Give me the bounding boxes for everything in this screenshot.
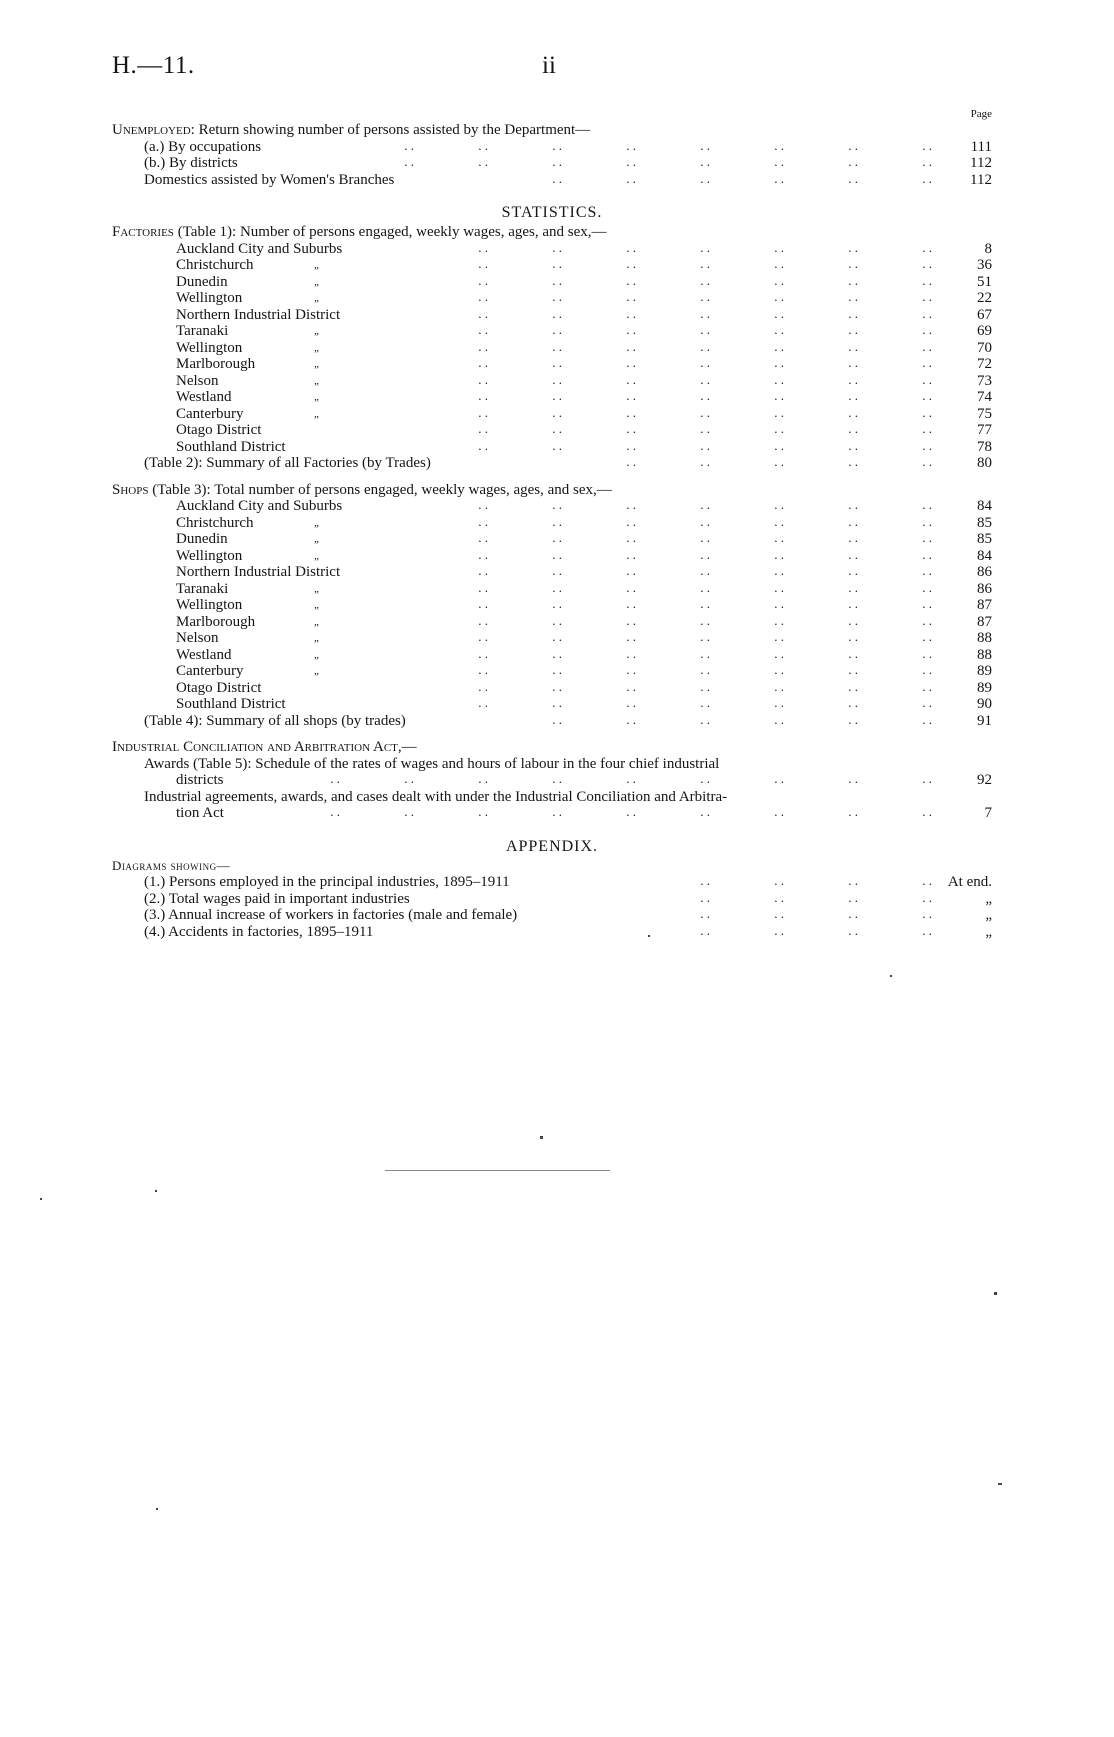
toc-entry: Auckland City and Suburbs . . . . . . . . . . . . . . 8	[176, 239, 992, 257]
industrial-heading	[112, 739, 992, 756]
entry-label: Dunedin	[176, 273, 228, 290]
entry-label: Marlborough	[176, 356, 256, 372]
toc-entry: Canterbury „ . . . . . . . . . . . . . . 89	[176, 662, 992, 679]
toc-entry: Otago District . . . . . . . . . . . . . . 89	[176, 678, 992, 696]
toc-entry: Nelson „ . . . . . . . . . . . . . . 73	[176, 371, 992, 389]
ditto-mark: „	[314, 358, 321, 370]
toc-entry: Otago District . . . . . . . . . . . . . . 77	[176, 421, 992, 438]
entry-label: Auckland City and Suburbs	[176, 498, 343, 514]
toc-entry: Northern Industrial District . . . . . . . . . . . . . . 86	[176, 563, 992, 580]
entry-label: tion Act	[176, 805, 224, 821]
entry-page: 86	[977, 564, 992, 580]
ditto-mark: „	[314, 648, 321, 661]
toc-entry-factories-summary: (Table 2): Summary of all Factories (by Trades) . . . . . . . . . . 80	[144, 454, 992, 471]
toc-entry: (a.) By occupations . . . . . . . . . . . . . . . . 111	[144, 137, 992, 155]
toc-entry: Canterbury „ . . . . . . . . . . . . . . 75	[176, 404, 992, 422]
entry-label: (1.) Persons employed in the principal industries, 1895–1911	[144, 874, 510, 890]
entry-label: Dunedin	[176, 531, 228, 547]
factories-heading	[112, 224, 992, 241]
entry-label: Auckland City and Suburbs	[176, 240, 343, 257]
toc-entry: Wellington „ . . . . . . . . . . . . . . 87	[176, 596, 992, 613]
toc-entry: Northern Industrial District . . . . . . . . . . . . . . 67	[176, 305, 992, 323]
entry-page: 8	[984, 240, 992, 257]
entry-page: 87	[977, 597, 992, 613]
ditto-mark: „	[314, 259, 321, 271]
ditto-mark: „	[314, 292, 321, 304]
appendix-heading: APPENDIX.	[505, 837, 599, 855]
toc-entry: Christchurch „ . . . . . . . . . . . . . . 85	[176, 513, 992, 531]
entry-page: 84	[977, 498, 992, 514]
scan-speck	[998, 1483, 1002, 1485]
toc-entry: Wellington „ . . . . . . . . . . . . . . 70	[176, 338, 992, 356]
entry-label: Wellington	[176, 597, 243, 613]
entry-page: 87	[977, 613, 992, 630]
entry-page: 72	[977, 356, 992, 372]
toc-entry: Westland „ . . . . . . . . . . . . . . 88	[176, 645, 992, 663]
shops-text: (Table 3): Total number of persons engaged, weekly wages, ages, and sex,—	[152, 481, 612, 498]
entry-label: Christchurch	[176, 514, 254, 531]
statistics-heading: STATISTICS.	[501, 204, 603, 221]
ditto-mark: „	[314, 407, 321, 420]
entry-label: Industrial agreements, awards, and cases dealt with under the Industrial Conciliation and Arbitra-	[144, 788, 728, 805]
entry-page: 90	[977, 696, 992, 712]
toc-entry: (1.) Persons employed in the principal industries, 1895–1911 . . . . . . . . At end.	[144, 873, 992, 890]
toc-entry: Southland District . . . . . . . . . . . . . . 90	[176, 695, 992, 712]
entry-page: At end.	[947, 874, 992, 890]
entry-label: Taranaki	[176, 323, 229, 339]
page-header	[112, 52, 992, 86]
scan-speck	[648, 935, 650, 937]
unemployed-lead: Unemployed	[112, 122, 191, 138]
entry-page: 51	[977, 273, 992, 290]
ditto-mark: „	[314, 516, 321, 529]
scan-speck	[40, 1198, 42, 1200]
toc-entry-shops-summary: (Table 4): Summary of all shops (by trades) . . . . . . . . . . . . 91	[144, 711, 992, 729]
entry-page: 74	[977, 389, 992, 405]
entry-label: (a.) By occupations	[144, 138, 262, 155]
toc-entry: Marlborough „ . . . . . . . . . . . . . . 87	[176, 612, 992, 630]
scan-speck	[890, 975, 892, 977]
entry-page: 84	[977, 547, 992, 564]
ditto-mark: „	[314, 582, 321, 595]
entry-page: „	[985, 923, 992, 940]
toc-entry-awards-line1	[112, 756, 992, 773]
ditto-mark: „	[314, 549, 321, 562]
entry-label: Westland	[176, 389, 232, 405]
entry-label: Domestics assisted by Women's Branches	[144, 171, 395, 188]
entry-page: 91	[977, 712, 992, 729]
unemployed-list	[112, 139, 992, 172]
ditto-mark: „	[314, 391, 321, 403]
entry-page: 112	[970, 155, 992, 171]
entry-page: 22	[977, 290, 992, 306]
toc-entry: Dunedin „ . . . . . . . . . . . . . . 85	[176, 530, 992, 547]
entry-page: 89	[977, 663, 992, 679]
factories-lead: Factories	[112, 224, 174, 240]
entry-label: Northern Industrial District	[176, 306, 341, 323]
toc-entry: Southland District . . . . . . . . . . . . . . 78	[176, 437, 992, 455]
ditto-mark: „	[314, 533, 321, 545]
entry-page: 73	[977, 372, 992, 389]
document-reference: H.—11.	[112, 52, 195, 79]
entry-label: Southland District	[176, 696, 286, 712]
ditto-mark: „	[314, 615, 321, 628]
ditto-mark: „	[314, 275, 321, 288]
entry-page: 89	[977, 679, 992, 696]
scan-speck	[540, 1136, 543, 1139]
entry-label: Otago District	[176, 422, 262, 438]
diagrams-list	[112, 874, 992, 940]
toc-entry-awards-line2: districts . . . . . . . . . . . . . . . . . . 92	[176, 771, 992, 788]
entry-label: Westland	[176, 646, 232, 663]
shops-heading	[112, 482, 992, 499]
toc-entry: Nelson „ . . . . . . . . . . . . . . 88	[176, 629, 992, 646]
entry-page: 86	[977, 580, 992, 597]
entry-page: 77	[977, 422, 992, 438]
toc-entry: Westland „ . . . . . . . . . . . . . . 74	[176, 388, 992, 405]
entry-page: 88	[977, 630, 992, 646]
entry-label: Wellington	[176, 547, 243, 564]
entry-page: 85	[977, 531, 992, 547]
entry-label: Canterbury	[176, 405, 244, 422]
unemployed-text: : Return showing number of persons assisted by the Department—	[190, 122, 591, 138]
factories-list	[112, 241, 992, 456]
scan-speck	[155, 1190, 157, 1192]
shops-list	[112, 498, 992, 713]
toc-entry: Christchurch „ . . . . . . . . . . . . . . 36	[176, 256, 992, 273]
entry-label: Marlborough	[176, 613, 256, 630]
entry-label: Christchurch	[176, 257, 254, 273]
entry-label: Canterbury	[176, 663, 244, 679]
page-number: ii	[542, 52, 556, 79]
ditto-mark: „	[314, 599, 321, 611]
entry-label: (4.) Accidents in factories, 1895–1911	[144, 923, 374, 940]
entry-label: Nelson	[176, 630, 219, 646]
toc-entry-agreements-line2: tion Act . . . . . . . . . . . . . . . . . . 7	[176, 804, 992, 821]
ditto-mark: „	[314, 632, 321, 644]
entry-page: 111	[970, 138, 992, 155]
toc-entry: Taranaki „ . . . . . . . . . . . . . . 69	[176, 322, 992, 339]
table-of-contents	[112, 106, 992, 940]
entry-label: Nelson	[176, 372, 219, 389]
industrial-lead: Industrial Conciliation and Arbitration Act,—	[112, 739, 417, 755]
scan-speck	[156, 1508, 158, 1510]
toc-entry: Dunedin „ . . . . . . . . . . . . . . 51	[176, 272, 992, 290]
entry-label: Awards (Table 5): Schedule of the rates of wages and hours of labour in the four chief industrial	[144, 755, 720, 772]
entry-label: Southland District	[176, 438, 286, 455]
entry-page: 36	[977, 257, 992, 273]
entry-label: Northern Industrial District	[176, 564, 341, 580]
entry-page: 80	[977, 455, 992, 471]
diagrams-heading	[112, 858, 992, 875]
toc-entry: (3.) Annual increase of workers in factories (male and female) . . . . . . . . „	[144, 906, 992, 923]
scan-rule	[385, 1170, 610, 1171]
entry-label: Wellington	[176, 339, 243, 356]
entry-label: (2.) Total wages paid in important industries	[144, 890, 410, 907]
ditto-mark: „	[314, 374, 321, 387]
entry-label: Wellington	[176, 290, 243, 306]
entry-page: 88	[977, 646, 992, 663]
ditto-mark: „	[314, 341, 321, 354]
entry-page: 70	[977, 339, 992, 356]
toc-entry: Wellington „ . . . . . . . . . . . . . . 84	[176, 546, 992, 564]
toc-entry: Taranaki „ . . . . . . . . . . . . . . 86	[176, 579, 992, 597]
entry-page: 7	[984, 805, 992, 821]
entry-page: 112	[970, 171, 992, 188]
toc-entry-domestics: Domestics assisted by Women's Branches . . . . . . . . . . . . 112	[144, 170, 992, 188]
entry-page: 92	[977, 772, 992, 788]
toc-entry: Wellington „ . . . . . . . . . . . . . . 22	[176, 289, 992, 306]
ditto-mark: „	[314, 665, 321, 677]
entry-label: (b.) By districts	[144, 155, 238, 171]
entry-label: Otago District	[176, 679, 262, 696]
unemployed-heading	[112, 122, 992, 139]
ditto-mark: „	[314, 325, 321, 337]
toc-entry: (b.) By districts . . . . . . . . . . . . . . . . 112	[144, 154, 992, 171]
entry-page: 85	[977, 514, 992, 531]
entry-label: (3.) Annual increase of workers in factories (male and female)	[144, 907, 518, 923]
entry-page: „	[985, 907, 992, 923]
diagrams-lead: Diagrams showing—	[112, 857, 231, 873]
factories-text: (Table 1): Number of persons engaged, weekly wages, ages, and sex,—	[177, 224, 607, 240]
toc-entry-agreements-line1	[112, 789, 992, 806]
entry-label: (Table 2): Summary of all Factories (by Trades)	[144, 455, 431, 471]
toc-entry: Marlborough „ . . . . . . . . . . . . . . 72	[176, 355, 992, 372]
entry-page: 69	[977, 323, 992, 339]
entry-label: (Table 4): Summary of all shops (by trades)	[144, 712, 406, 729]
entry-page: 78	[977, 438, 992, 455]
toc-entry: (2.) Total wages paid in important industries . . . . . . . . „	[144, 889, 992, 907]
toc-entry: (4.) Accidents in factories, 1895–1911 . . . . . . . . „	[144, 922, 992, 940]
entry-page: 75	[977, 405, 992, 422]
entry-page: „	[985, 890, 992, 907]
page-column-label: Page	[970, 108, 992, 120]
entry-label: districts	[176, 772, 224, 788]
entry-label: Taranaki	[176, 580, 229, 597]
shops-lead: Shops	[112, 481, 149, 498]
scan-speck	[994, 1292, 997, 1295]
toc-entry: Auckland City and Suburbs . . . . . . . . . . . . . . 84	[176, 497, 992, 514]
entry-page: 67	[977, 306, 992, 323]
